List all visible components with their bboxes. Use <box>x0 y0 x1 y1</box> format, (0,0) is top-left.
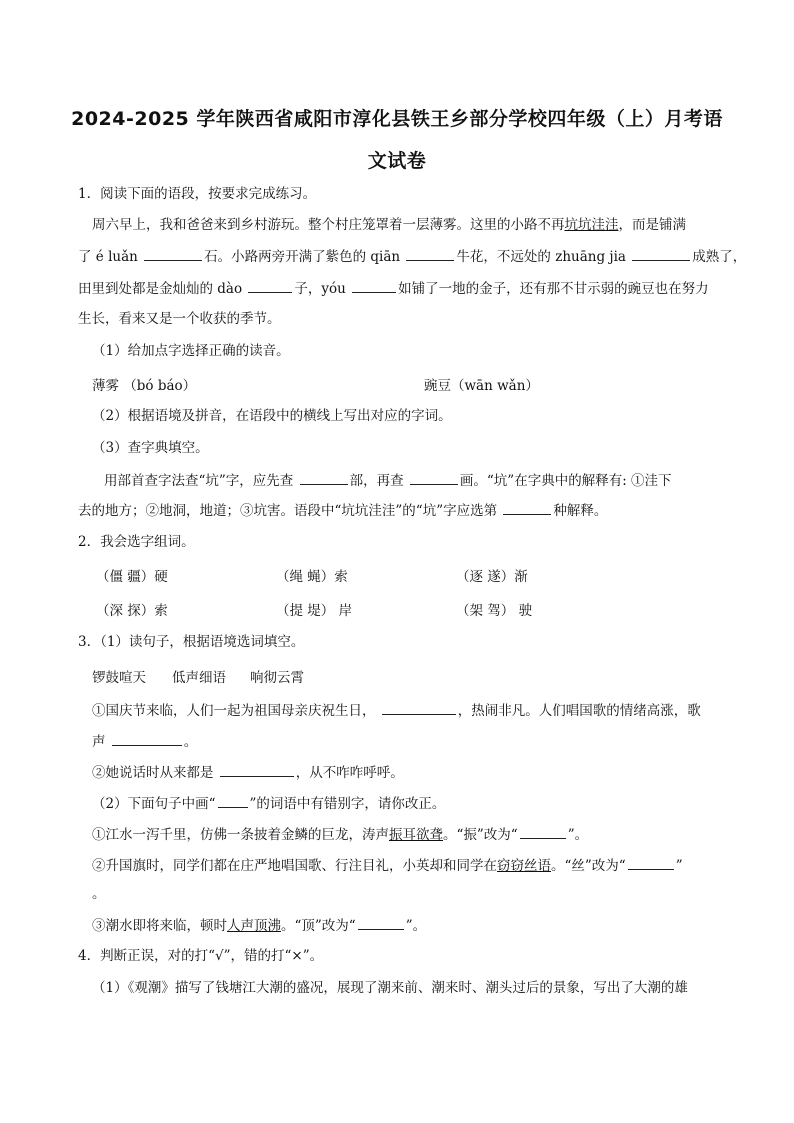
q3-header: 3．（1）读句子，根据语境选词填空。 <box>78 634 305 650</box>
q1-s3b2: 种解释。 <box>553 503 608 519</box>
exam-title-line2: 文试卷 <box>367 150 427 172</box>
q3-c2b: 。“丝”改为“ <box>551 858 626 874</box>
underline-mark <box>218 793 248 808</box>
answer-blank[interactable] <box>632 246 690 261</box>
q1-p2b: 石。小路两旁开满了紫色的 qiān <box>204 249 401 265</box>
q1-sub2: （2）根据语境及拼音，在语段中的横线上写出对应的字词。 <box>92 408 452 424</box>
q1-header: 1．阅读下面的语段，按要求完成练习。 <box>78 186 317 202</box>
q3-c2c: ” <box>675 858 683 874</box>
q3-s2a: ②她说话时从来都是 <box>92 765 214 781</box>
answer-blank[interactable] <box>220 762 294 777</box>
q2-item: （提 堤） 岸 <box>276 603 353 619</box>
q4-header: 4．判断正误，对的打“√”，错的打“×”。 <box>78 948 324 964</box>
q2-item: （绳 蝇）索 <box>276 569 348 585</box>
q3-correction1 <box>92 824 752 845</box>
q3-sentence1-cont <box>92 731 752 752</box>
q3-s2b: ，从不咋咋呼呼。 <box>295 765 404 781</box>
q1-passage-line1 <box>92 215 752 235</box>
q3-sentence2 <box>92 762 752 783</box>
answer-blank[interactable] <box>503 500 551 515</box>
q1-s3a1: 用部首查字法查“坑”字，应先查 <box>104 473 294 489</box>
q3-c1c: ”。 <box>567 827 589 843</box>
answer-blank[interactable] <box>352 278 396 293</box>
q4-sub1: （1）《观潮》描写了钱塘江大潮的盛况，展现了潮来前、潮来时、潮头过后的景象，写出了大潮的雄 <box>92 980 688 996</box>
q3-c3b: 。“顶”改为“ <box>281 918 356 934</box>
q1-sub1: （1）给加点字选择正确的读音。 <box>92 343 290 359</box>
q1-sub3: （3）查字典填空。 <box>92 440 209 456</box>
q3-word: 响彻云霄 <box>250 670 304 686</box>
q1-s3b1: 去的地方；②地洞，地道；③坑害。语段中“坑坑洼洼”的“坑”字应选第 <box>78 503 498 519</box>
q1-sub1-item-a: 薄雾 （bó báo） <box>92 378 197 394</box>
q1-p3c: 如铺了一地的金子，还有那不甘示弱的豌豆也在努力 <box>398 281 709 297</box>
answer-blank[interactable] <box>406 246 454 261</box>
q2-item: （逐 遂）渐 <box>456 569 528 585</box>
q2-item: （架 驾） 驶 <box>456 603 533 619</box>
q3-correction2-cont: 。 <box>92 886 106 902</box>
q1-p2d: 成熟了， <box>692 249 747 265</box>
answer-blank[interactable] <box>520 824 566 839</box>
q3-sub2a: （2）下面句子中画“ <box>92 796 216 812</box>
q1-s3a2: 部，再查 <box>349 473 404 489</box>
q3-c1a: ①江水一泻千里，仿佛一条披着金鳞的巨龙，涛声 <box>92 827 389 843</box>
q1-p1a: 周六早上，我和爸爸来到乡村游玩。整个村庄笼罩着一层薄雾。这里的小路不再 <box>92 217 565 233</box>
q3-correction3 <box>92 915 752 936</box>
answer-blank[interactable] <box>628 855 674 870</box>
q2-item: （僵 疆）硬 <box>96 569 168 585</box>
q3-word: 锣鼓喧天 <box>92 670 146 686</box>
q3-correction2 <box>92 855 752 876</box>
q1-passage-line2 <box>78 246 747 267</box>
exam-title-line1: 2024-2025 学年陕西省咸阳市淳化县铁王乡部分学校四年级（上）月考语 <box>71 108 723 130</box>
q1-p1b: ，而是铺满 <box>618 217 686 233</box>
q1-passage-line4: 生长，看来又是一个收获的季节。 <box>78 311 281 327</box>
q3-sub2 <box>92 793 752 814</box>
q1-s3a3: 画。“坑”在字典中的解释有: ①洼下 <box>459 473 672 489</box>
q1-sub3-line1 <box>104 470 764 491</box>
q1-p2c: 牛花，不远处的 zhuāng jia <box>456 249 626 265</box>
answer-blank[interactable] <box>112 731 182 746</box>
q1-p3b: 子，yóu <box>294 281 346 297</box>
q1-p3a: 田里到处都是金灿灿的 dào <box>78 281 243 297</box>
q3-c1b: 。“振”改为“ <box>443 827 518 843</box>
q1-sub3-line2 <box>78 500 738 521</box>
q3-s1b: ，热闹非凡。人们唱国歌的情绪高涨，歌 <box>457 703 701 719</box>
q2-item: （深 探）索 <box>96 603 168 619</box>
q3-word: 低声细语 <box>172 670 226 686</box>
answer-blank[interactable] <box>248 278 292 293</box>
q1-p2a: 了 é luǎn <box>78 249 138 265</box>
q3-s1a: ①国庆节来临，人们一起为祖国母亲庆祝生日， <box>92 703 376 719</box>
q3-s1c: 声 <box>92 734 106 750</box>
q3-c2a: ②升国旗时，同学们都在庄严地唱国歌、行注目礼，小英却和同学在 <box>92 858 497 874</box>
q3-c1-underlined: 振耳欲聋 <box>389 827 443 843</box>
q3-s1d: 。 <box>183 734 198 750</box>
q1-sub1-item-b: 豌豆（wān wǎn） <box>424 378 539 394</box>
answer-blank[interactable] <box>382 700 456 715</box>
q1-passage-line3 <box>78 278 738 299</box>
q3-c3-underlined: 人声顶沸 <box>227 918 281 934</box>
answer-blank[interactable] <box>410 470 458 485</box>
q2-header: 2．我会选字组词。 <box>78 534 195 550</box>
q1-p1-underlined: 坑坑洼洼 <box>564 217 619 233</box>
q3-sub2b: ”的词语中有错别字，请你改正。 <box>249 796 446 812</box>
q3-c2-underlined: 窃窃丝语 <box>497 858 551 874</box>
q3-sentence1 <box>92 700 752 721</box>
q3-c3c: ”。 <box>405 918 427 934</box>
answer-blank[interactable] <box>300 470 348 485</box>
q3-c3a: ③潮水即将来临，顿时 <box>92 918 227 934</box>
answer-blank[interactable] <box>144 246 202 261</box>
answer-blank[interactable] <box>358 915 404 930</box>
